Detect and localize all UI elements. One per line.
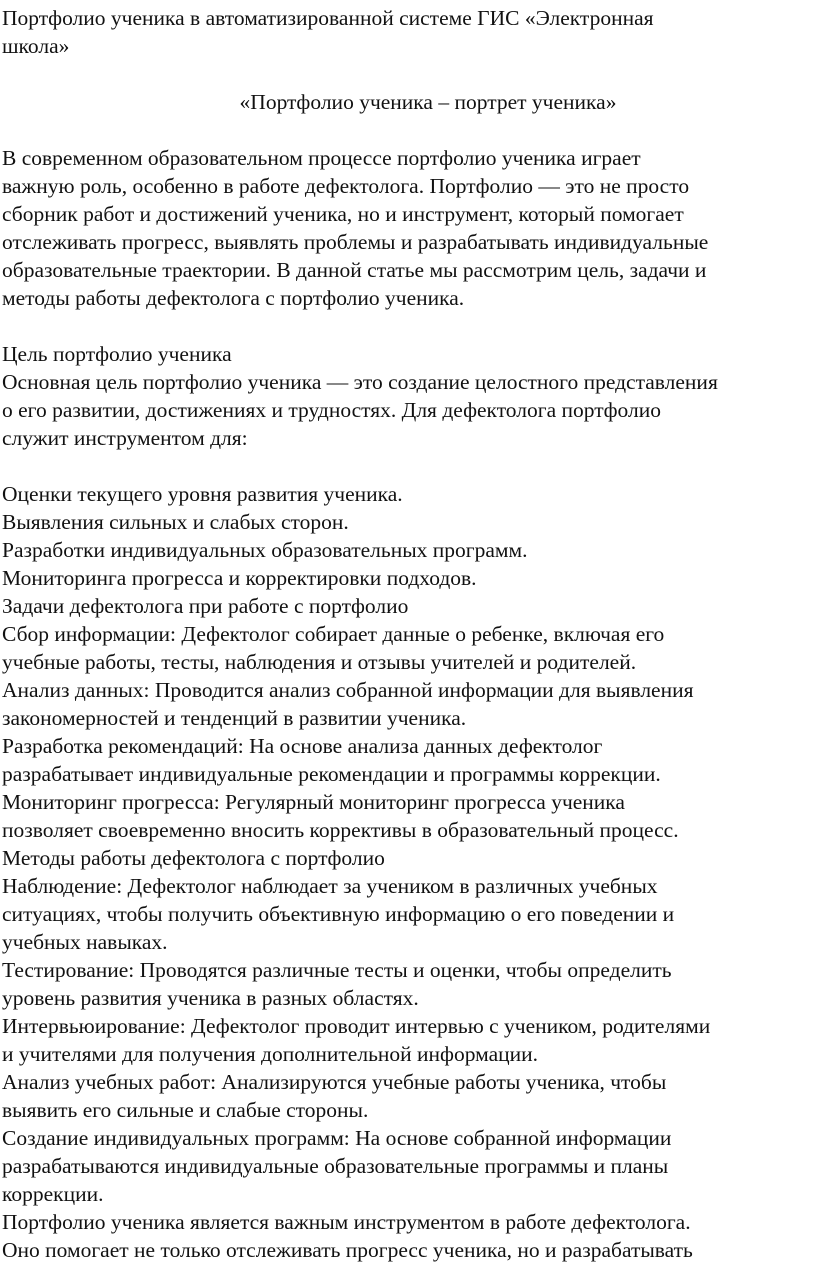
intro-paragraph-line: методы работы дефектолога с портфолио ученика.: [2, 286, 465, 310]
list-item: Выявления сильных и слабых сторон.: [2, 510, 349, 534]
body-line: и учителями для получения дополнительной информации.: [2, 1042, 539, 1066]
body-line: ситуациях, чтобы получить объективную информацию о его поведении и: [2, 902, 675, 926]
body-line: Создание индивидуальных программ: На основе собранной информации: [2, 1126, 672, 1150]
body-line: Тестирование: Проводятся различные тесты и оценки, чтобы определить: [2, 958, 672, 982]
body-line: разрабатывает индивидуальные рекомендации и программы коррекции.: [2, 762, 661, 786]
body-line: Мониторинг прогресса: Регулярный мониторинг прогресса ученика: [2, 790, 625, 814]
intro-paragraph-line: отслеживать прогресс, выявлять проблемы и разрабатывать индивидуальные: [2, 230, 709, 254]
body-line: выявить его сильные и слабые стороны.: [2, 1098, 369, 1122]
body-line: Портфолио ученика является важным инструментом в работе дефектолога.: [2, 1210, 691, 1234]
body-line: Интервьюирование: Дефектолог проводит интервью с учеником, родителями: [2, 1014, 711, 1038]
intro-paragraph-line: важную роль, особенно в работе дефектолога. Портфолио — это не просто: [2, 174, 690, 198]
goal-paragraph-line: Основная цель портфолио ученика — это создание целостного представления: [2, 370, 718, 394]
document-title-line-2: школа»: [2, 34, 70, 58]
body-line: Разработка рекомендаций: На основе анализа данных дефектолог: [2, 734, 603, 758]
intro-paragraph-line: сборник работ и достижений ученика, но и инструмент, который помогает: [2, 202, 684, 226]
document-title-line-1: Портфолио ученика в автоматизированной системе ГИС «Электронная: [2, 6, 654, 30]
body-line: уровень развития ученика в разных областях.: [2, 986, 419, 1010]
body-line: Анализ данных: Проводится анализ собранной информации для выявления: [2, 678, 694, 702]
body-line: Оно помогает не только отслеживать прогресс ученика, но и разрабатывать: [2, 1238, 693, 1262]
body-line: Анализ учебных работ: Анализируются учебные работы ученика, чтобы: [2, 1070, 667, 1094]
body-line: закономерностей и тенденций в развитии ученика.: [2, 706, 467, 730]
list-item: Оценки текущего уровня развития ученика.: [2, 482, 403, 506]
body-line: Сбор информации: Дефектолог собирает данные о ребенке, включая его: [2, 622, 665, 646]
list-item: Мониторинга прогресса и корректировки подходов.: [2, 566, 477, 590]
goal-paragraph-line: о его развитии, достижениях и трудностях. Для дефектолога портфолио: [2, 398, 661, 422]
document-subtitle: «Портфолио ученика – портрет ученика»: [239, 90, 617, 114]
intro-paragraph-line: образовательные траектории. В данной статье мы рассмотрим цель, задачи и: [2, 258, 707, 282]
section-heading-goal: Цель портфолио ученика: [2, 342, 232, 366]
section-heading-methods: Методы работы дефектолога с портфолио: [2, 846, 385, 870]
section-heading-tasks: Задачи дефектолога при работе с портфолио: [2, 594, 409, 618]
intro-paragraph-line: В современном образовательном процессе портфолио ученика играет: [2, 146, 641, 170]
goal-paragraph-line: служит инструментом для:: [2, 426, 248, 450]
body-line: коррекции.: [2, 1182, 104, 1206]
body-line: разрабатываются индивидуальные образовательные программы и планы: [2, 1154, 669, 1178]
body-line: учебные работы, тесты, наблюдения и отзывы учителей и родителей.: [2, 650, 637, 674]
list-item: Разработки индивидуальных образовательных программ.: [2, 538, 528, 562]
body-line: учебных навыках.: [2, 930, 168, 954]
body-line: позволяет своевременно вносить коррективы в образовательный процесс.: [2, 818, 679, 842]
body-line: Наблюдение: Дефектолог наблюдает за учеником в различных учебных: [2, 874, 658, 898]
